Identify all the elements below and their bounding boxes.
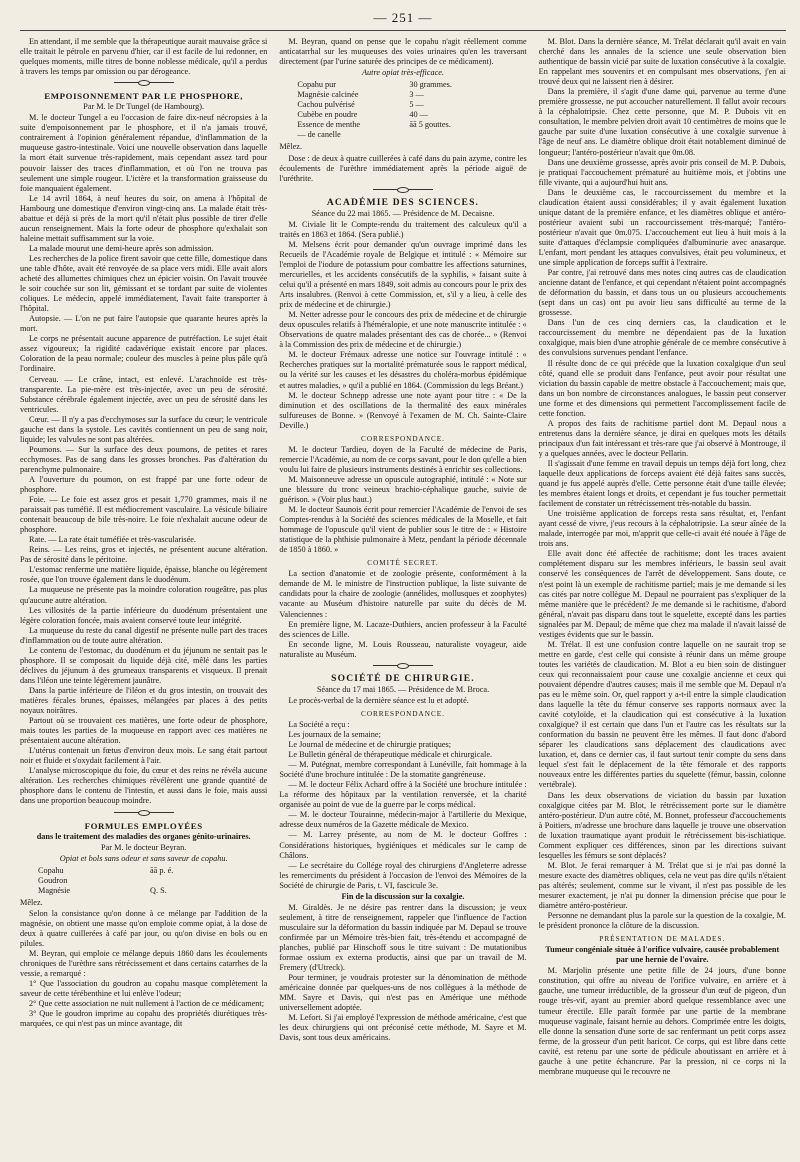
ingredient-amount: āā 5 gouttes. — [409, 120, 451, 130]
recipe-row — [297, 90, 526, 100]
paragraph: Les villosités de la partie inférieure du duodénum présentaient une légère coloration foncée, mais avaient conservé toute leur intégrité. — [20, 605, 268, 625]
page-number: — 251 — — [373, 10, 433, 25]
paragraph: M. le docteur Tungel a eu l'occasion de faire dix-neuf nécropsies à la suite d'empoisonnement par le phosphore, et il n'a jamais trouvé, contrairement à l'opinion généralement répandue, d'inflammation de la muqueuse gastro-intestinale. Voici une nouvelle observation dans laquelle la mort était survenue très-rapidement, mais cependant assez tard pour pouvoir laisser des traces d'inflammation, et où l'on ne trouva pas seulement une simple rougeur. L'ictère et la transformation graisseuse du foie manquaient également. — [20, 113, 268, 193]
paragraph: M. Maisonneuve adresse un opuscule autographié, intitulé : « Note sur une blessure du tronc veineux brachio-céphalique gauche, suivie de guérison. » (Voir plus haut.) — [279, 474, 527, 505]
col3-body — [539, 37, 786, 931]
col2-disc-body — [279, 903, 526, 1044]
column-1 — [20, 37, 267, 1162]
paragraph: Cœur. — Il n'y a pas d'ecchymoses sur la surface du cœur; le ventricule gauche est dans la systole. Les cavités contiennent un peu de sang noir, liquide; les valvules ne sont pas altérées. — [20, 414, 268, 444]
paragraph: Autopsie. — L'on ne put faire l'autopsie que quarante heures après la mort. — [20, 314, 268, 334]
paragraph: Partout où se trouvaient ces matières, une forte odeur de phosphore, mais toutes les parties de la muqueuse en rapport avec ces matières ne présentaient aucune altération. — [20, 716, 268, 746]
presentation-head: PRÉSENTATION DE MALADES. — [599, 935, 726, 944]
paragraph: Dans une deuxième grossesse, après avoir pris conseil de M. P. Dubois, je pratiquai l'accouchement prématuré au huitième mois, et j'obtins une fille vivante, qui a aujourd'hui huit ans. — [538, 157, 786, 187]
paragraph: 3° Que le goudron imprime au copahu des propriétés diurétiques très-marquées, ce qui n'est pas un mince avantage, dit — [20, 1009, 268, 1029]
chirurgie-pv: Le procès-verbal de la dernière séance est lu et adopté. — [288, 695, 469, 705]
paragraph: Le contenu de l'estomac, du duodénum et du jéjunum ne sentait pas le phosphore. Il se composait du liquide déjà cité, mêlé dans les parties déclives du jéjunum à des grumeaux transparents et visqueux. Il prenait dans l'iléon une teinte légèrement jaunâtre. — [20, 645, 268, 685]
paragraph: Rate. — La rate était tuméfiée et très-vascularisée. — [29, 535, 196, 545]
paragraph: La muqueuse du reste du canal digestif ne présente nulle part des traces d'inflammation ou de toute autre altération. — [20, 625, 268, 645]
discussion-title: Fin de la discussion sur la coxalgie. — [341, 891, 465, 901]
paragraph: — M. le docteur Félix Achard offre à la Société une brochure intitulée : La réforme des hôpitaux par la ventilation renversée, et la charité organisée au point de vue de la guerre par le corps médical. — [279, 780, 527, 810]
col1-form-body — [20, 909, 267, 1030]
col2-acad-body — [279, 220, 526, 431]
paragraph: M. le docteur Saunois écrit pour remercier l'Académie de l'envoi de ses Comptes-rendus à la Société des sciences médicales de la Moselle, et fait hommage de l'opuscule qu'il vient de publier sous le titre de : « Histoire statistique de la phthisie pulmonaire à Metz, pendant la période décennale de 1850 à 1860. » — [279, 505, 527, 555]
paragraph: Les journaux de la semaine; — [288, 730, 381, 739]
paragraph: Dans l'un de ces cinq derniers cas, la claudication et le raccourcissement du membre ne dépendaient pas de la luxation coxalgique, mais bien d'une atrophie générale de ce membre consécutive à des convulsions survenues pendant l'enfance. — [538, 318, 786, 358]
formules-heading: Opiat et bols sans odeur et sans saveur de copahu. — [59, 853, 228, 863]
ingredient-amount: 30 grammes. — [409, 80, 452, 90]
column-2 — [279, 37, 526, 1162]
paragraph: Par contre, j'ai retrouvé dans mes notes cinq autres cas de claudication ancienne datant de l'enfance, et qui cependant n'étaient point accompagnés de déformation du bassin, et dans tous un ou plusieurs accouchements (sept dans un cas) ont pu avoir lieu sans difficulté au terme de la grossesse. — [538, 268, 786, 318]
separator — [114, 812, 174, 816]
paragraph: Dans la première, il s'agit d'une dame qui, parvenue au terme d'une première grossesse, ne put accoucher naturellement. Il fallut avoir recours à la céphalotripsie. Chez cette personne, que M. P. Dubois vit en consultation, le membre pelvien droit avait 10 centimètres de moins que le gauche par suite d'une luxation consécutive à une coxalgie survenue à l'âge de neuf ans. Le diamètre oblique droit était notablement diminué de longueur; l'antéro-postérieur n'avait que 0m.08. — [538, 87, 786, 157]
paragraph: M. Civiale lit le Compte-rendu du traitement des calculeux qu'il a traités en 1863 et 1864. (Sera publié.) — [279, 219, 527, 239]
paragraph: Personne ne demandant plus la parole sur la question de la coxalgie, M. le président prononce la clôture de la discussion. — [538, 911, 786, 931]
paragraph: L'estomac renferme une matière liquide, épaisse, blanche ou légèrement rosée, que l'on trouve également dans le duodénum. — [20, 565, 268, 585]
paragraph: — Le secrétaire du Collége royal des chirurgiens d'Angleterre adresse les remerciments du président à l'occasion de l'envoi des Mémoires de la Société de chirurgie de Paris, t. VI, fascicule 3e. — [279, 860, 527, 890]
ingredient-amount: 40 — — [409, 110, 428, 120]
ingredient-name: Cubèbe en poudre — [297, 110, 358, 120]
separator — [373, 665, 433, 669]
paragraph: M. Trélat. Il est une confusion contre laquelle on ne saurait trop se mettre en garde, c'est celle qui consiste à réunir dans un même groupe toutes les variétés de claudication. M. Blot a eu bien soin de distinguer ceux qui reconnaissaient pour cause une coxalgie ancienne et ceux qui pouvaient dépendre d'autres causes; mais il me semble que M. Depaul n'a pas eu le même soin. Or, quel rapport y a-t-il entre la simple claudication dans laquelle la tête du fémur conserve ses rapports normaux avec la cavité cotyloïde, et la claudication qui est consécutive à la luxation coxalgique? il est certain que dans l'un et l'autre cas les résultats sur la conformation du bassin ne peuvent être les mêmes. Il faut donc d'abord séparer les claudications sans déplacement des claudications avec luxation, et, dans ce dernier cas, il faut surtout tenir compte du sens dans lequel s'est fait le déplacement de la tête fémorale et des rapports nouveaux entre les différentes parties du squelette (fémur, bassin, colonne vertébrale). — [538, 639, 786, 790]
section-subtitle-formules: dans le traitement des maladies des organes génito-urinaires. — [36, 831, 251, 841]
paragraph: Dans les deux observations de viciation du bassin par luxation coxalgique citées par M. Blot, le rétrécissement porte sur le diamètre antéro-postérieur. D'un autre côté, M. Bonnet, professeur d'accouchements à Poitiers, m'adresse une brochure dans laquelle je trouve une observation de luxation traumatique ayant produit le rétrécissement bis-ischiatique. Comment expliquer ces différences, sinon par les directions suivant lesquelles les fémurs se sont déplacés? — [538, 790, 786, 860]
potion-title: Autre opiat très-efficace. — [362, 68, 444, 78]
ingredient-name: Goudron — [38, 875, 68, 885]
paragraph: Le Bulletin général de thérapeutique médicale et chirurgicale. — [288, 750, 493, 760]
paragraph: La muqueuse ne présente pas la moindre coloration rougeâtre, pas plus qu'aucune autre altération. — [20, 585, 268, 605]
paragraph: Poumons. — Sur la surface des deux poumons, de petites et rares ecchymoses. Pas de sang dans les grosses bronches. Pas d'altération du parenchyme pulmonaire. — [20, 444, 268, 474]
paragraph: M. Beyran, quand on pense que le copahu n'agit réellement comme anticatarrhal sur les muqueuses des voies urinaires qu'en les traversant directement (par l'urine saturée des principes de ce médicament). — [279, 37, 527, 67]
paragraph: Les recherches de la police firent savoir que cette fille, domestique dans une table d'hôte, avait été renvoyée de sa place vers midi. Elle avait alors acheté des allumettes chimiques chez un épicier voisin. On l'avait trouvée le soir couchée sur son lit, gémissant et se tordant par suite de violentes coliques. Le médecin, appelé immédiatement, l'avait faite transporter à l'hôpital. — [20, 253, 268, 314]
paragraph: Le 14 avril 1864, à neuf heures du soir, on amena à l'hôpital de Hambourg une domestique d'environ vingt-cinq ans. La malade était très-abattue et déjà si près de la mort qu'il n'était plus possible de tirer d'elle aucun renseignement. Mais la forte odeur de phosphore qu'exhalait son haleine mettait suffisamment sur la voie. — [20, 193, 268, 243]
ingredient-amount: āā p. é. — [150, 865, 174, 875]
ingredient-name: Magnésie calcinée — [297, 90, 359, 100]
col2-corr-body — [279, 445, 526, 556]
section-author: Par M. le Dr Tungel (de Hambourg). — [83, 102, 205, 112]
paragraph: M. Beyran, qui emploie ce mélange depuis 1860 dans les écoulements chroniques de l'urèthre sans rétrécissement et dans certains catarrhes de la vessie, a remarqué : — [20, 949, 268, 979]
paragraph: Dans le deuxième cas, le raccourcissement du membre et la claudication étaient aussi considérables; il y avait également luxation unique datant de la première enfance, et les diamètres oblique et antéro-postérieur avaient subi un raccourcissement très-marqué; l'antéro-postérieur n'avait que 0m.075. L'accouchement eut lieu à huit mois à la suite d'attaques d'éclampsie compliquées d'albuminurie avec anasarque. L'enfant, mort pendant les attaques convulsives, était peu volumineux, et une simple application de forceps suffit à l'extraire. — [538, 187, 786, 268]
potion-dose: Dose : de deux à quatre cuillerées à café dans du pain azyme, contre les écoulements de l'urèthre immédiatement après la période aiguë de l'uréthrite. — [279, 153, 527, 183]
paragraph: Elle avait donc été affectée de rachitisme; dont les traces avaient complétement disparu sur les membres inférieurs, le bassin seul avait conservé les conséquences de l'arrêt de développement. Sans doute, ce n'est point là un exemple de rachitisme partiel; mais je me demande si les cas cités par notre collègue M. Depaul ne pourraient pas s'expliquer de la même manière que le précédent? Je me demande si le rachitisme, d'abord général, n'avait pas disparu dans tout le squelette, excepté dans les parties signalées par M. Depaul; de même que chez ma malade il n'avait laissé de vestiges évidents que sur le bassin. — [538, 549, 786, 639]
paragraph: M. Blot. Dans la dernière séance, M. Trélat déclarait qu'il avait en vain cherché dans les annales de la science une seule observation bien authentique de bassin vicié par suite de luxation consécutive à la coxalgie. En rappelant mes souvenirs et en compulsant mes observations, j'en ai trouvé deux qui ne laissent rien à désirer. — [538, 37, 786, 87]
paragraph: Dans la partie inférieure de l'iléon et du gros intestin, on trouvait des matières fécales brunes, épaisses, mélangées par places à des petits noyaux noirâtres. — [20, 685, 268, 716]
recipe-melez: Mêlez. — [279, 142, 303, 152]
comite-secret-head: COMITÉ SECRET. — [367, 559, 439, 568]
recipe-row — [297, 80, 526, 90]
ingredient-name: Essence de menthe — [297, 120, 361, 130]
separator — [114, 82, 174, 86]
section-title-formules: FORMULES EMPLOYÉES — [84, 820, 203, 831]
recipe-row — [297, 130, 526, 140]
paragraph: M. le docteur Tardieu, doyen de la Faculté de médecine de Paris, remercie l'Académie, au nom de ce corps savant, pour le don qu'elle a bien voulu lui faire de plusieurs instruments destinés à enrichir ses collections. — [279, 444, 527, 474]
recipe-row — [297, 110, 526, 120]
ingredient-amount: Q. S. — [150, 885, 167, 895]
section-title-chirurgie: SOCIÉTÉ DE CHIRURGIE. — [331, 673, 475, 684]
paragraph: — M. Putégnat, membre correspondant à Lunéville, fait hommage à la Société d'une brochure intitulée : De la stomatite gangréneuse. — [279, 760, 527, 780]
paragraph: Le Journal de médecine et de chirurgie pratiques; — [288, 740, 452, 750]
paragraph: A l'ouverture du poumon, on est frappé par une forte odeur de phosphore. — [20, 474, 268, 495]
paragraph: Reins. — Les reins, gros et injectés, ne présentent aucune altération. Pas de sérosité dans le péritoine. — [20, 545, 268, 565]
paragraph: En première ligne, M. Lacaze-Duthiers, ancien professeur à la Faculté des sciences de Lille. — [279, 619, 527, 639]
ingredient-amount: 3 — — [409, 90, 424, 100]
chirurgie-session: Séance du 17 mai 1865. — Présidence de M. Broca. — [316, 684, 490, 694]
recipe-melez: Mêlez. — [20, 897, 43, 907]
recipe-row — [38, 876, 267, 886]
section-title-academie: ACADÉMIE DES SCIENCES. — [326, 197, 480, 208]
correspondance-head: CORRESPONDANCE. — [361, 434, 445, 443]
paragraph: L'analyse microscopique du foie, du cœur et des reins ne révéla aucune altération. Les recherches chimiques révélèrent une grande quantité de phosphore dans le contenu de l'intestin, et aussi dans le foie, mais aussi dans une proportion beaucoup moindre. — [20, 766, 268, 806]
paragraph: Une troisième application de forceps resta sans résultat, et, l'enfant ayant cessé de vivre, j'eus recours à la céphalotripsie. La sœur aînée de la malade, interrogée par moi, m'apprit que celle-ci avait été nouée à l'âge de trois ans. — [538, 509, 786, 549]
separator — [373, 189, 433, 193]
paragraph: La Société a reçu : — [288, 719, 350, 729]
ingredient-name: — de canelle — [297, 130, 341, 140]
paragraph: M. Blot. Je ferai remarquer à M. Trélat que si je n'ai pas donné la mesure exacte des diamètres obliques, cela ne veut pas dire qu'ils n'étaient pas altérés; seulement, comme sur le vivant, il n'est pas possible de les mesurer exactement, je n'ai pu donner la dimension précise que pour le diamètre antéro-postérieur. — [538, 860, 786, 911]
paragraph: Le corps ne présentait aucune apparence de putréfaction. Le sujet était assez vigoureux; la rigidité cadavérique existait encore par places. Coloration de la peau normale; couleur des muscles à peine plus pâle qu'à l'ordinaire. — [20, 334, 268, 374]
columns — [20, 37, 786, 1162]
paragraph: Il résulte donc de ce qui précède que la luxation coxalgique d'un seul côté, quand elle se produit dans l'enfance, peut avoir pour résultat une viciation du bassin capable de mettre obstacle à l'accouchement; mais que, dans un bon nombre de circonstances analogues, le bassin peut conserver une forme et des dimensions qui permettent l'accomplissement facile de cette fonction. — [538, 358, 786, 418]
col2-intro — [279, 37, 526, 67]
col2-comite-body — [279, 569, 526, 659]
col1-intro — [20, 37, 267, 77]
paragraph: 2° Que cette association ne nuit nullement à l'action de ce médicament; — [29, 999, 265, 1009]
paragraph: M. Netter adresse pour le concours des prix de médecine et de chirurgie deux opuscules relatifs à l'héméralopie, et une note manuscrite intitulée : « Observations de quatre malades présentant des cas de chorée... » (Renvoi à la Commission des prix de médecine et de chirurgie.) — [279, 310, 527, 350]
paragraph: Selon la consistance qu'on donne à ce mélange par l'addition de la magnésie, on obtient une masse qu'on emploie comme opiat, à la dose de deux à quatre cuillerées à café par jour, ou qu'on divise en bols ou en pilules. — [20, 908, 268, 949]
ingredient-name: Magnésie — [38, 885, 71, 895]
col3-pres-body — [539, 966, 786, 1077]
presentation-title: Tumeur congéniale située à l'orifice vulvaire, causée probablement par une hernie de l'ovaire. — [545, 945, 780, 965]
paragraph: — M. le docteur Tourainne, médecin-major à l'artillerie du Mexique, adresse deux numéros de la Gazette médicale de Mexico. — [279, 810, 527, 830]
paragraph: La section d'anatomie et de zoologie présente, conformément à la demande de M. le ministre de l'instruction publique, la liste suivante de candidats pour la chaire de zoologie (annélides, mollusques et zoophytes) vacante au Muséum d'histoire naturelle par suite du décès de M. Valenciennes : — [279, 569, 527, 619]
recipe-row — [38, 866, 267, 876]
ingredient-name: Cachou pulvérisé — [297, 100, 355, 110]
paragraph: Il s'agissait d'une femme en travail depuis un temps déjà fort long, chez laquelle deux applications de forceps avaient été déjà faites sans succès, quand je fus appelé auprès d'elle. Cette personne était d'une taille élevée; les membres étaient longs et droits, et cependant je fus toucher permettait facilement de constater un rétrécissement très-notable du bassin. — [538, 458, 786, 509]
paragraph: Cerveau. — Le crâne, intact, est enlevé. L'arachnoïde est très-transparente. La pie-mère est très-injectée, avec un peu de sérosité. Substance cérébrale également injectée, avec un peu de sérosité dans les ventricules. — [20, 374, 268, 414]
ingredient-amount: 5 — — [409, 100, 424, 110]
correspondance-head: CORRESPONDANCE. — [361, 709, 445, 718]
paragraph: M. Melsens écrit pour demander qu'un ouvrage imprimé dans les Recueils de l'Académie royale de Belgique et intitulé : « Mémoire sur l'emploi de l'iodure de potassium pour combattre les affections saturnines, mercurielles, et les accidents consécutifs de la syphilis, » faisant suite à celui qu'il a présenté en mars 1849, soit admis au concours pour le prix des Arts insalubres. (Renvoi à cette Commission, et, s'il y a lieu, à celle des prix de médecine et de chirurgie.) — [279, 239, 527, 310]
paragraph: En seconde ligne, M. Louis Rousseau, naturaliste voyageur, aide naturaliste au Muséum. — [279, 639, 527, 659]
paragraph: L'utérus contenait un fœtus d'environ deux mois. Le sang était partout noir et fluide et s'oxydait facilement à l'air. — [20, 746, 268, 766]
ingredient-name: Copahu — [38, 865, 64, 875]
recipe-list — [38, 866, 267, 896]
paragraph: M. le docteur Schnepp adresse une note ayant pour titre : « De la diminution et des oscillations de la thermalité des eaux minérales sulfureuses de Bonne. » (Renvoyé à l'examen de M. Ch. Sainte-Claire Deville.) — [279, 390, 527, 430]
paragraph: M. Marjolin présente une petite fille de 24 jours, d'une bonne constitution, qui offre au niveau de l'orifice vulvaire, en arrière et à gauche, une tumeur irréductible, de la grosseur d'un œuf de pigeon, d'un rouge très-vif, ayant au premier abord quelque ressemblance avec une tumeur érectile. Elle paraît formée par une partie de la membrane muqueuse vaginale, faisant hernie au dehors. Comprimée entre les doigts, elle donne la sensation d'une sorte de sac renfermant un petit corps assez ferme, de la grosseur d'un petit haricot. Ce corps, qui est libre dans cette cavité, est retenu par une sorte de pédicule aboutissant en arrière et à gauche à une petite échancrure. Par la pression, ni ce corps ni la membrane muqueuse qui le recouvre ne — [538, 966, 786, 1076]
paragraph: M. le docteur Frémaux adresse une notice sur l'ouvrage intitulé : « Recherches pratiques sur la mortalité prématurée sous le rapport médical, ou la vérité sur les causes et les désastres du choléra-morbus épidémique et autres maladies, » qu'il a publié en 1864. (Commission du legs Bréant.) — [279, 350, 527, 390]
ingredient-name: Copahu pur — [297, 80, 337, 90]
col2-chir-corr — [279, 720, 526, 891]
col1-emp-body — [20, 113, 267, 806]
paragraph: En attendant, il me semble que la thérapeutique aurait mauvaise grâce si elle traitait le pétrole en parvenu d'hier, car il est facile de lui redonner, en quelques moments, mille titres de bonne noblesse médicale, qu'il a perdus à travers les temps par omission ou par dérogeance. — [20, 37, 268, 77]
recipe-row — [38, 886, 267, 896]
paragraph: M. Giraldès. Je ne désire pas rentrer dans la discussion; je veux seulement, à titre de renseignement, rappeler que l'influence de l'action musculaire sur la déformation du bassin indiquée par M. Depaul se trouve confirmée par un Mémoire très-bien fait, très-étendu et accompagné de planches, publié par Hinschoff sous le titre suivant : De mutationibus formae ossium ex externa productis, ainsi que par un travail de M. Fremery (d'Utreck). — [279, 902, 527, 973]
paragraph: M. Lefort. Si j'ai employé l'expression de méthode américaine, c'est que les deux chirurgiens qui ont préconisé cette méthode, M. Sayre et M. Davis, sont tous deux américains. — [279, 1013, 527, 1043]
column-3 — [539, 37, 786, 1162]
paragraph: A propos des faits de rachitisme partiel dont M. Depaul nous a entretenus dans la dernière séance, je dirai en quelques mots les détails principaux d'un fait intéressant et très-rare que j'ai observé à Montrouge, il y a quelques années, avec le docteur Pellarin. — [538, 418, 786, 458]
recipe-row — [297, 120, 526, 130]
paragraph: Pour terminer, je voudrais protester sur la dénomination de méthode américaine donnée par quelques-uns de nos collègues à la méthode de MM. Sayre et Davis, qui n'est pas en Amérique une méthode universellement adoptée. — [279, 973, 527, 1013]
recipe-row — [297, 100, 526, 110]
paragraph: — M. Larrey présente, au nom de M. le docteur Goffres : Considérations historiques, hygiéniques et médicales sur le camp de Châlons. — [279, 830, 527, 860]
formules-author: Par M. le docteur Beyran. — [101, 842, 187, 852]
header-rule — [20, 30, 786, 31]
paragraph: Foie. — Le foie est assez gros et pesait 1,770 grammes, mais il ne paraissait pas tuméfié. Il est médiocrement vasculaire. La vésicule biliaire contenait beaucoup de bile très-noire. Le foie n'exhalait aucune odeur de phosphore. — [20, 495, 268, 535]
paragraph: 1° Que l'association du goudron au copahu masque complètement la saveur de cette térébenthine et lui enlève l'odeur; — [20, 979, 268, 999]
academie-session: Séance du 22 mai 1865. — Présidence de M. Decaisne. — [311, 208, 495, 218]
paragraph: La malade mourut une demi-heure après son admission. — [29, 243, 214, 253]
section-title-phosphore: EMPOISONNEMENT PAR LE PHOSPHORE, — [44, 91, 244, 102]
recipe-list — [297, 80, 526, 140]
